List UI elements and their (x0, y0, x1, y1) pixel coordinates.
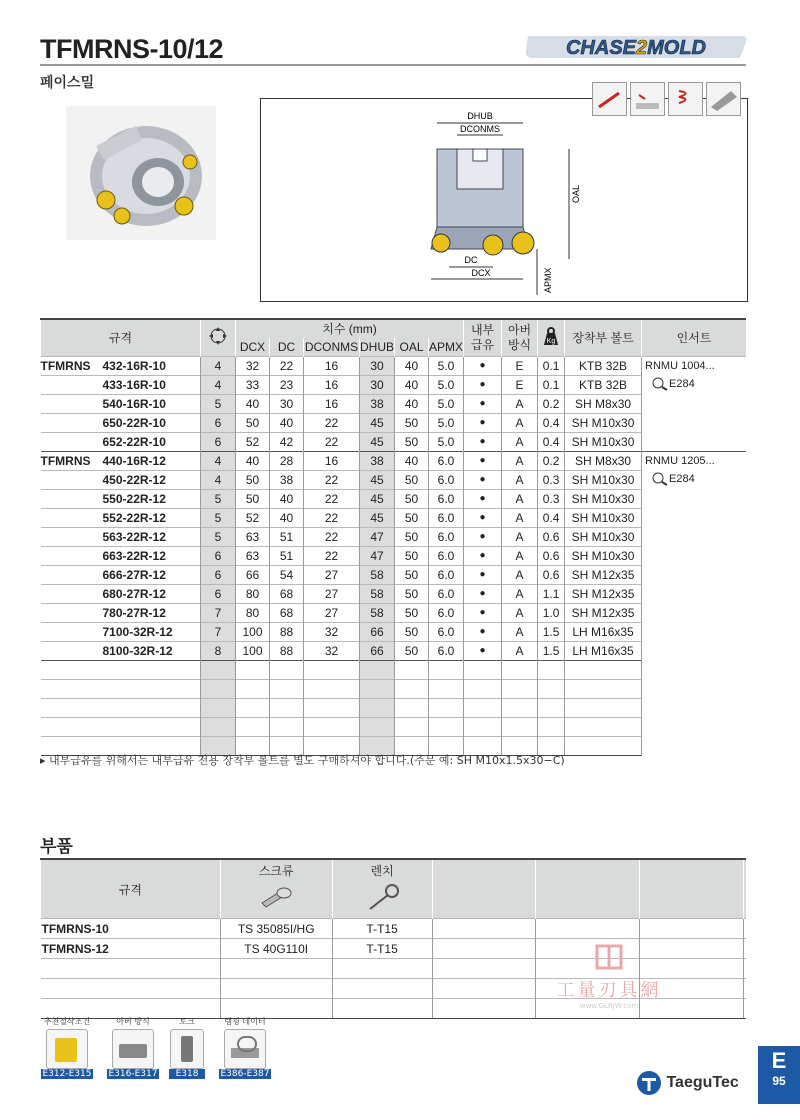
table-cell: ● (464, 623, 502, 642)
table-cell: 22 (304, 547, 360, 566)
table-row (41, 376, 747, 395)
table-cell: 32 (304, 623, 360, 642)
parts-cell: TS 40G110I (220, 939, 332, 959)
table-cell: 6.0 (429, 509, 464, 528)
section-tab[interactable] (758, 1046, 800, 1104)
empty-row (41, 718, 747, 737)
table-cell: SH M10x30 (565, 509, 642, 528)
table-cell: 40 (270, 509, 304, 528)
table-cell: ● (464, 452, 502, 471)
header-coolant: 내부 급유 (464, 319, 502, 357)
table-cell: 4 (201, 452, 236, 471)
table-cell: 30 (270, 395, 304, 414)
parts-cell: TFMRNS-12 (41, 939, 221, 959)
arbor-type-icon (112, 1029, 154, 1069)
parts-header-spec: 규격 (41, 859, 221, 919)
table-cell: 58 (360, 566, 395, 585)
model-cell: 552-22R-12 (41, 509, 201, 528)
header-oal: OAL (395, 338, 429, 357)
table-cell: E (502, 357, 538, 376)
model-cell: 652-22R-10 (41, 433, 201, 452)
table-cell: 4 (201, 471, 236, 490)
table-cell: 50 (236, 471, 270, 490)
table-cell: 68 (270, 604, 304, 623)
table-cell: A (502, 452, 538, 471)
face-milling-icon (592, 82, 627, 116)
table-cell: A (502, 585, 538, 604)
svg-text:CHASE2MOLD: CHASE2MOLD (565, 37, 707, 59)
table-row (41, 414, 747, 433)
table-cell: 68 (270, 585, 304, 604)
table-cell: 0.2 (538, 452, 565, 471)
table-cell: SH M10x30 (565, 547, 642, 566)
table-cell: 6.0 (429, 471, 464, 490)
table-row (41, 452, 747, 471)
dim-label-dhub: DHUB (467, 111, 493, 121)
table-cell: 50 (395, 623, 429, 642)
header-dc: DC (270, 338, 304, 357)
dimension-drawing (261, 99, 747, 301)
table-cell: A (502, 471, 538, 490)
table-cell: 40 (395, 376, 429, 395)
table-cell: 50 (395, 528, 429, 547)
table-cell: 40 (395, 357, 429, 376)
watermark-logo (589, 942, 629, 972)
table-row (41, 509, 747, 528)
screw-image (220, 880, 332, 919)
parts-cell: T-T15 (332, 939, 432, 959)
table-cell: 63 (236, 528, 270, 547)
header-weight (538, 319, 565, 357)
table-cell: 38 (270, 471, 304, 490)
table-cell: E (502, 376, 538, 395)
insert-ref-link[interactable]: E284 (645, 375, 746, 393)
table-cell: 50 (395, 433, 429, 452)
table-cell: A (502, 528, 538, 547)
table-cell: 28 (270, 452, 304, 471)
torque-icon (170, 1029, 204, 1069)
table-cell: ● (464, 604, 502, 623)
header-spec: 규격 (41, 319, 201, 357)
table-cell: ● (464, 509, 502, 528)
wrench-image (332, 880, 432, 919)
table-cell: 6.0 (429, 566, 464, 585)
table-cell: KTB 32B (565, 376, 642, 395)
header-dimensions: 치수 (mm) (236, 319, 464, 338)
weight-icon (540, 325, 562, 347)
table-cell: 0.1 (538, 357, 565, 376)
table-cell: 58 (360, 585, 395, 604)
model-cell: 650-22R-10 (41, 414, 201, 433)
empty-row (41, 680, 747, 699)
dim-label-oal: OAL (571, 184, 581, 203)
model-cell: 8100-32R-12 (41, 642, 201, 661)
table-cell: 54 (270, 566, 304, 585)
table-cell: 22 (304, 509, 360, 528)
table-cell: 45 (360, 471, 395, 490)
table-cell: 80 (236, 585, 270, 604)
table-cell: ● (464, 414, 502, 433)
parts-cell: TS 35085I/HG (220, 919, 332, 939)
ramping-data-icon (224, 1029, 266, 1069)
table-cell: 47 (360, 528, 395, 547)
table-cell: 51 (270, 547, 304, 566)
table-cell: 50 (395, 471, 429, 490)
table-cell: 45 (360, 414, 395, 433)
dim-label-dc: DC (464, 255, 478, 265)
table-cell: 5 (201, 395, 236, 414)
cutting-conditions-icon (46, 1029, 88, 1069)
insert-name: RNMU 1004... (645, 360, 715, 372)
table-cell: 40 (236, 452, 270, 471)
table-cell: 0.6 (538, 566, 565, 585)
table-cell: 40 (270, 414, 304, 433)
table-cell: 52 (236, 433, 270, 452)
table-cell: 50 (236, 490, 270, 509)
table-cell: 58 (360, 604, 395, 623)
parts-cell: TFMRNS-10 (41, 919, 221, 939)
table-cell: ● (464, 357, 502, 376)
table-cell: 0.1 (538, 376, 565, 395)
table-cell: ● (464, 585, 502, 604)
empty-row (41, 699, 747, 718)
title-divider (40, 64, 746, 66)
table-cell: 27 (304, 604, 360, 623)
table-cell: 22 (304, 471, 360, 490)
model-cell: 780-27R-12 (41, 604, 201, 623)
table-cell: 0.3 (538, 490, 565, 509)
table-cell: A (502, 547, 538, 566)
table-cell: ● (464, 547, 502, 566)
table-cell: 8 (201, 642, 236, 661)
ramping-icon (706, 82, 741, 116)
table-cell: SH M10x30 (565, 471, 642, 490)
model-cell: TFMRNS 440-16R-12 (41, 452, 201, 471)
table-cell: 5.0 (429, 376, 464, 395)
table-cell: 66 (236, 566, 270, 585)
table-cell: 6.0 (429, 642, 464, 661)
dim-label-dconms: DCONMS (460, 124, 500, 134)
table-cell: 22 (304, 490, 360, 509)
table-cell: 66 (360, 642, 395, 661)
table-cell: A (502, 414, 538, 433)
table-cell: 50 (236, 414, 270, 433)
table-cell: 5 (201, 528, 236, 547)
table-row (41, 490, 747, 509)
model-cell: 433-16R-10 (41, 376, 201, 395)
table-cell: 6.0 (429, 490, 464, 509)
model-cell: 450-22R-12 (41, 471, 201, 490)
table-cell: 6.0 (429, 547, 464, 566)
table-cell: SH M12x35 (565, 604, 642, 623)
table-row (41, 585, 747, 604)
table-cell: SH M10x30 (565, 433, 642, 452)
table-cell: A (502, 604, 538, 623)
wrench-icon (362, 883, 402, 913)
table-cell: SH M10x30 (565, 414, 642, 433)
table-cell: 50 (395, 509, 429, 528)
table-cell: 22 (304, 528, 360, 547)
table-cell: 32 (236, 357, 270, 376)
insert-name: RNMU 1205... (645, 455, 715, 467)
table-cell: ● (464, 566, 502, 585)
model-cell: 680-27R-12 (41, 585, 201, 604)
table-cell: 47 (360, 547, 395, 566)
helical-milling-icon (668, 82, 703, 116)
spec-table (40, 318, 746, 756)
table-cell: 32 (304, 642, 360, 661)
table-row (41, 471, 747, 490)
nav-cutting-conditions[interactable]: 추천절삭조건 E312-E315 (42, 1017, 92, 1079)
header-dconms: DCONMS (304, 338, 360, 357)
table-cell: 27 (304, 585, 360, 604)
table-cell: 0.4 (538, 433, 565, 452)
section-letter: E (771, 1048, 787, 1073)
table-cell: SH M8x30 (565, 395, 642, 414)
chase2mold-logo (520, 30, 750, 64)
nav-arbor-type[interactable]: 아버 방식 E316-E317 (108, 1017, 158, 1079)
parts-row (41, 919, 747, 939)
table-cell: 42 (270, 433, 304, 452)
header-insert-count (201, 319, 236, 357)
table-cell: A (502, 395, 538, 414)
insert-cell (642, 452, 746, 756)
table-row (41, 642, 747, 661)
model-cell: 7100-32R-12 (41, 623, 201, 642)
page-title: TFMRNS-10/12 (40, 34, 224, 64)
table-cell: 88 (270, 642, 304, 661)
coolant-note: ▸ 내부급유를 위해서는 내부급유 전용 장착부 볼트를 별도 구매하셔야 합니다.(주문 예: SH M10x1.5x30−C) (40, 754, 565, 767)
parts-cell: T-T15 (332, 919, 432, 939)
model-cell: 666-27R-12 (41, 566, 201, 585)
page-subtitle: 페이스밀 (40, 75, 95, 91)
table-row (41, 623, 747, 642)
table-cell: 50 (395, 642, 429, 661)
table-cell: 6 (201, 414, 236, 433)
table-cell: 23 (270, 376, 304, 395)
table-cell: SH M10x30 (565, 528, 642, 547)
header-dhub: DHUB (360, 338, 395, 357)
table-cell: ● (464, 642, 502, 661)
table-cell: 80 (236, 604, 270, 623)
table-cell: 88 (270, 623, 304, 642)
header-insert: 인서트 (642, 319, 746, 357)
table-cell: 50 (395, 490, 429, 509)
model-cell: TFMRNS 432-16R-10 (41, 357, 201, 376)
table-cell: 100 (236, 642, 270, 661)
table-cell: 5 (201, 509, 236, 528)
table-cell: SH M12x35 (565, 585, 642, 604)
table-cell: 0.6 (538, 528, 565, 547)
table-cell: 27 (304, 566, 360, 585)
screw-icon (256, 883, 296, 913)
table-cell: 22 (270, 357, 304, 376)
table-cell: 16 (304, 395, 360, 414)
table-cell: 1.1 (538, 585, 565, 604)
table-row (41, 547, 747, 566)
page-number: 95 (772, 1074, 786, 1088)
table-row (41, 528, 747, 547)
table-cell: 45 (360, 490, 395, 509)
table-cell: 1.5 (538, 623, 565, 642)
header-arbor: 아버 방식 (502, 319, 538, 357)
model-cell: 550-22R-12 (41, 490, 201, 509)
watermark-text: 工量刃具網 (556, 980, 662, 1001)
table-cell: 51 (270, 528, 304, 547)
table-cell: ● (464, 490, 502, 509)
empty-row (41, 661, 747, 680)
table-cell: 40 (270, 490, 304, 509)
table-cell: ● (464, 471, 502, 490)
parts-header-wrench: 렌치 (332, 859, 432, 880)
table-cell: 6.0 (429, 585, 464, 604)
header-bolt: 장착부 볼트 (565, 319, 642, 357)
table-cell: 16 (304, 452, 360, 471)
table-row (41, 395, 747, 414)
model-cell: 540-16R-10 (41, 395, 201, 414)
nav-torque[interactable]: 토크 E318 (166, 1016, 208, 1079)
table-cell: ● (464, 433, 502, 452)
table-cell: 6.0 (429, 623, 464, 642)
table-cell: 38 (360, 452, 395, 471)
face-mill-photo (66, 106, 216, 240)
parts-title: 부품 (40, 837, 73, 857)
table-cell: 52 (236, 509, 270, 528)
table-cell: 45 (360, 433, 395, 452)
nav-ramping-data[interactable]: 램핑 데이터 E386-E387 (220, 1017, 270, 1079)
table-cell: 66 (360, 623, 395, 642)
table-cell: 100 (236, 623, 270, 642)
table-cell: 5.0 (429, 433, 464, 452)
table-row (41, 433, 747, 452)
table-cell: A (502, 509, 538, 528)
table-cell: 1.5 (538, 642, 565, 661)
table-cell: 38 (360, 395, 395, 414)
model-cell: 563-22R-12 (41, 528, 201, 547)
table-cell: 45 (360, 509, 395, 528)
table-cell: 5 (201, 490, 236, 509)
table-cell: 40 (236, 395, 270, 414)
table-cell: 5.0 (429, 357, 464, 376)
table-cell: ● (464, 395, 502, 414)
table-cell: 7 (201, 604, 236, 623)
table-cell: 30 (360, 376, 395, 395)
table-cell: A (502, 433, 538, 452)
table-cell: 0.4 (538, 414, 565, 433)
table-cell: 7 (201, 623, 236, 642)
table-cell: 0.3 (538, 471, 565, 490)
watermark (534, 942, 684, 1010)
table-cell: 50 (395, 604, 429, 623)
svg-text:Kg: Kg (546, 337, 556, 345)
header-apmx: APMX (429, 338, 464, 357)
table-cell: ● (464, 376, 502, 395)
table-cell: 16 (304, 357, 360, 376)
table-cell: 0.6 (538, 547, 565, 566)
table-cell: A (502, 642, 538, 661)
table-cell: 30 (360, 357, 395, 376)
table-cell: 63 (236, 547, 270, 566)
table-cell: 50 (395, 585, 429, 604)
dimension-drawing-panel (260, 98, 748, 302)
header-dcx: DCX (236, 338, 270, 357)
table-cell: LH M16x35 (565, 623, 642, 642)
brand-name: TaeguTec (666, 1074, 739, 1092)
table-cell: 22 (304, 433, 360, 452)
taegutec-emblem-icon (636, 1070, 662, 1096)
table-cell: 50 (395, 547, 429, 566)
magnifier-icon (651, 472, 669, 486)
table-cell: 0.2 (538, 395, 565, 414)
table-cell: 5.0 (429, 395, 464, 414)
table-cell: SH M10x30 (565, 490, 642, 509)
table-cell: KTB 32B (565, 357, 642, 376)
table-cell: A (502, 623, 538, 642)
table-cell: SH M12x35 (565, 566, 642, 585)
table-row (41, 604, 747, 623)
table-cell: 6 (201, 433, 236, 452)
table-cell: 6.0 (429, 604, 464, 623)
shoulder-milling-icon (630, 82, 665, 116)
table-row (41, 357, 747, 376)
model-cell: 663-22R-12 (41, 547, 201, 566)
magnifier-icon (651, 377, 669, 391)
table-cell: 6.0 (429, 452, 464, 471)
dim-label-dcx: DCX (471, 268, 491, 278)
table-cell: 50 (395, 566, 429, 585)
taegutec-logo (636, 1070, 739, 1096)
table-cell: 50 (395, 414, 429, 433)
table-cell: 16 (304, 376, 360, 395)
table-cell: 6 (201, 566, 236, 585)
insert-ref-link[interactable]: E284 (645, 470, 746, 488)
dim-label-apmx: APMX (543, 267, 553, 293)
table-cell: 0.4 (538, 509, 565, 528)
spec-table-body (41, 357, 747, 756)
insert-count-icon (208, 326, 228, 346)
table-cell: 40 (395, 395, 429, 414)
table-cell: A (502, 566, 538, 585)
table-cell: 1.0 (538, 604, 565, 623)
table-cell: A (502, 490, 538, 509)
table-row (41, 566, 747, 585)
table-cell: 5.0 (429, 414, 464, 433)
table-cell: 6 (201, 547, 236, 566)
table-cell: 4 (201, 376, 236, 395)
table-cell: 40 (395, 452, 429, 471)
table-cell: 4 (201, 357, 236, 376)
table-cell: 33 (236, 376, 270, 395)
table-cell: 6 (201, 585, 236, 604)
parts-header-screw: 스크류 (220, 859, 332, 880)
table-cell: 22 (304, 414, 360, 433)
table-cell: SH M8x30 (565, 452, 642, 471)
table-cell: 6.0 (429, 528, 464, 547)
table-cell: ● (464, 528, 502, 547)
insert-cell (642, 357, 746, 452)
watermark-url: www.GLRJW.com (579, 1002, 639, 1010)
table-cell: LH M16x35 (565, 642, 642, 661)
